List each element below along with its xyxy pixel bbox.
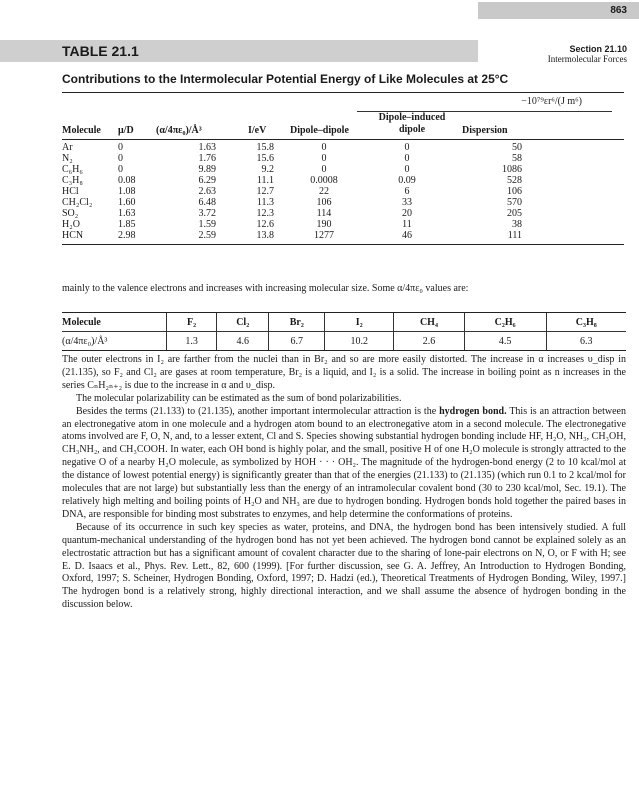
- table-label: TABLE 21.1: [0, 40, 478, 62]
- table-cell: 114: [316, 208, 332, 219]
- table-cell: CH₂Cl₂: [62, 197, 93, 208]
- section-title: Intermolecular Forces: [547, 54, 627, 64]
- table-cell: N₂: [62, 153, 73, 164]
- table-cell: 0.0008: [310, 175, 338, 186]
- table-cell: 0.09: [398, 175, 416, 186]
- body-text: [62, 354, 626, 612]
- table-row: [62, 186, 624, 197]
- section-number: Section 21.10: [569, 44, 627, 54]
- potential-energy-table: [62, 92, 624, 245]
- table-cell: SO₂: [62, 208, 79, 219]
- table-cell: 111: [507, 230, 522, 241]
- table-row: [62, 142, 624, 153]
- value-br2: 6.7: [269, 332, 325, 351]
- table-cell: 205: [507, 208, 522, 219]
- table-cell: 0: [404, 153, 410, 164]
- table-cell: Ar: [62, 142, 73, 153]
- polarizability-table: [62, 312, 626, 351]
- table-cell: 1.60: [118, 197, 136, 208]
- table-cell: C₃H₈: [62, 175, 83, 186]
- table-cell: 58: [512, 153, 522, 164]
- paragraph-polarizability-trend: The outer electrons in I₂ are farther from the nuclei than in Br₂ and so are more easily distorted. The increase in α increases υ_disp in (21.135), so F₂ and Cl₂ are gases at room temperature, Br₂ is a liquid, and I₂ is a solid. The increase in boiling point as n increases in the series CₙH₂ₙ₊₂ is due to the increase in α and υ_disp.: [62, 354, 626, 391]
- molecule-ch4: CH₄: [394, 313, 465, 332]
- molecule-f2: F₂: [167, 313, 217, 332]
- page-number: 863: [478, 2, 639, 19]
- table-row: [62, 230, 624, 241]
- paragraph-hydrogen-bond-study: Because of its occurrence in such key species as water, proteins, and DNA, the hydrogen bond has been intensively studied. A full quantum-mechanical understanding of the hydrogen bond has not yet been achieved. The hydrogen bond cannot be explained solely as an electrostatic attraction but has a significant amount of covalent character due to the sharing of lone-pair electrons on N, O, or F with H; see E. D. Isaacs et al., Phys. Rev. Lett., 82, 600 (1999). [For further discussion, see G. A. Jeffrey, An Introduction to Hydrogen Bonding, Oxford, 1997; S. Scheiner, Hydrogen Bonding, Oxford, 1997; D. Hadzi (ed.), Theoretical Treatments of Hydrogen Bonding, Wiley, 1997.] The hydrogen bond is a relatively strong, highly directional interaction, and we shall assume the absence of hydrogen bonding in the discussion below.: [62, 521, 626, 611]
- table-cell: H₂O: [62, 219, 80, 230]
- table-cell: 3.72: [198, 208, 216, 219]
- col-header-polarizability: (α/4πε₀)/Å³: [156, 125, 202, 136]
- table-cell: 2.59: [198, 230, 216, 241]
- table-cell: 1.59: [198, 219, 216, 230]
- value-cl2: 4.6: [217, 332, 269, 351]
- polarizability-value-row: [62, 332, 626, 351]
- table-cell: 50: [512, 142, 522, 153]
- molecule-cl2: Cl₂: [217, 313, 269, 332]
- hydrogen-bond-term: hydrogen bond.: [439, 405, 507, 417]
- table-cell: 1277: [314, 230, 334, 241]
- table-row: [62, 219, 624, 230]
- table-cell: 0: [118, 153, 123, 164]
- table-cell: 0: [404, 164, 410, 175]
- table-row: [62, 175, 624, 186]
- table-header-row: [62, 109, 624, 139]
- paragraph-hydrogen-bond: [62, 406, 626, 522]
- col-header-induced-dipole: Dipole–induced dipole: [378, 112, 446, 135]
- table-cell: 6.29: [198, 175, 216, 186]
- value-i2: 10.2: [325, 332, 394, 351]
- table-row: [62, 197, 624, 208]
- table-row: [62, 164, 624, 175]
- table-cell: 11.1: [256, 175, 274, 186]
- col-header-molecule: Molecule: [62, 125, 101, 136]
- table-cell: 9.2: [261, 164, 274, 175]
- paragraph-bond-polarizabilities: The molecular polarizability can be estimated as the sum of bond polarizabilities.: [76, 392, 402, 404]
- table-cell: 13.8: [256, 230, 274, 241]
- value-f2: 1.3: [167, 332, 217, 351]
- table-cell: 1.76: [198, 153, 216, 164]
- table-cell: 570: [507, 197, 522, 208]
- table-cell: 2.98: [118, 230, 136, 241]
- table-cell: 1.08: [118, 186, 136, 197]
- table-cell: HCl: [62, 186, 79, 197]
- table-cell: 11.3: [256, 197, 274, 208]
- value-c2h6: 4.5: [464, 332, 546, 351]
- table-cell: 11: [402, 219, 412, 230]
- table-cell: 0: [321, 142, 327, 153]
- table-cell: 15.8: [256, 142, 274, 153]
- table-cell: 1.85: [118, 219, 136, 230]
- value-ch4: 2.6: [394, 332, 465, 351]
- value-c3h8: 6.3: [546, 332, 626, 351]
- molecule-c3h8: C₃H₈: [546, 313, 626, 332]
- col-header-ionization-energy: I/eV: [248, 125, 267, 136]
- table-cell: 33: [402, 197, 412, 208]
- table-cell: 1.63: [118, 208, 136, 219]
- table-cell: 0: [321, 153, 327, 164]
- table-cell: 9.89: [198, 164, 216, 175]
- table-cell: 46: [402, 230, 412, 241]
- molecule-i2: I₂: [325, 313, 394, 332]
- table-cell: 1086: [502, 164, 522, 175]
- table-cell: 12.3: [256, 208, 274, 219]
- table-cell: 15.6: [256, 153, 274, 164]
- section-reference: [548, 44, 627, 64]
- col-header-dispersion: Dispersion: [462, 125, 508, 136]
- table-cell: 38: [512, 219, 522, 230]
- table-cell: 12.7: [256, 186, 274, 197]
- table-cell: 190: [316, 219, 332, 230]
- table-cell: 0.08: [118, 175, 136, 186]
- table-cell: HCN: [62, 230, 84, 241]
- col-header-dipole-moment: μ/D: [118, 125, 134, 136]
- polarizability-value-label: (α/4πε₀)/Å³: [62, 332, 167, 351]
- table-cell: 1.63: [198, 142, 216, 153]
- table-cell: 0: [118, 164, 123, 175]
- intro-paragraph: mainly to the valence electrons and increases with increasing molecular size. Some α/4πε₀ values are:: [62, 283, 469, 294]
- table-row: [62, 153, 624, 164]
- table-row: [62, 208, 624, 219]
- table-cell: 6: [404, 186, 410, 197]
- table-cell: 6.48: [198, 197, 216, 208]
- col-header-dipole-dipole: Dipole–dipole: [290, 125, 349, 136]
- table-cell: 20: [402, 208, 412, 219]
- table-cell: 0: [118, 142, 123, 153]
- table-cell: 22: [319, 186, 329, 197]
- table-cell: 0: [404, 142, 410, 153]
- units-header-text: −10⁷⁹εr⁶/(J m⁶): [521, 96, 582, 107]
- table-cell: 106: [316, 197, 332, 208]
- table-cell: C₆H₆: [62, 164, 83, 175]
- table-title: Contributions to the Intermolecular Potential Energy of Like Molecules at 25°C: [62, 72, 509, 86]
- molecule-c2h6: C₂H₆: [464, 313, 546, 332]
- polarizability-header-label: Molecule: [62, 313, 167, 332]
- table-cell: 2.63: [198, 186, 216, 197]
- table-cell: 12.6: [256, 219, 274, 230]
- hydrogen-bond-text-rest: This is an attraction between an electronegative atom in one molecule and a hydrogen atom bound to an electronegative atom in a second molecule. The electronegative atoms involved are F, O, N, and, to a lesser extent, Cl and S. Species showing substantial hydrogen bonding include HF, H₂O, NH₃, CH₃OH, CH₃NH₂, and CH₃COOH. In water, each OH bond is highly polar, and the small, positive H of one H₂O molecule is strongly attracted to the negative O of a nearby H₂O molecule, as symbolized by HOH · · · OH₂. The magnitude of the hydrogen-bond energy (2 to 10 kcal/mol at the distance of lowest potential energy) is significantly greater than that of the energies (21.133) to (21.135) (which run 0.1 to 2 kcal/mol for molecules that are not large) but substantially less than the energy of an intramolecular covalent bond (30 to 230 kcal/mol, Sec. 19.1). The relatively high melting and boiling points of H₂O and NH₃ are due to hydrogen bonding. Hydrogen bonds hold together the paired bases in DNA, are responsible for binding most substrates to enzymes, and help determine the conformations of proteins.: [62, 405, 626, 520]
- table-cell: 106: [507, 186, 522, 197]
- table-cell: 0: [321, 164, 327, 175]
- polarizability-header-row: [62, 313, 626, 332]
- units-header: [62, 93, 624, 109]
- hydrogen-bond-text-start: Besides the terms (21.133) to (21.135), another important intermolecular attraction is the: [76, 405, 440, 417]
- table-cell: 528: [507, 175, 522, 186]
- molecule-br2: Br₂: [269, 313, 325, 332]
- table-body: [62, 142, 624, 241]
